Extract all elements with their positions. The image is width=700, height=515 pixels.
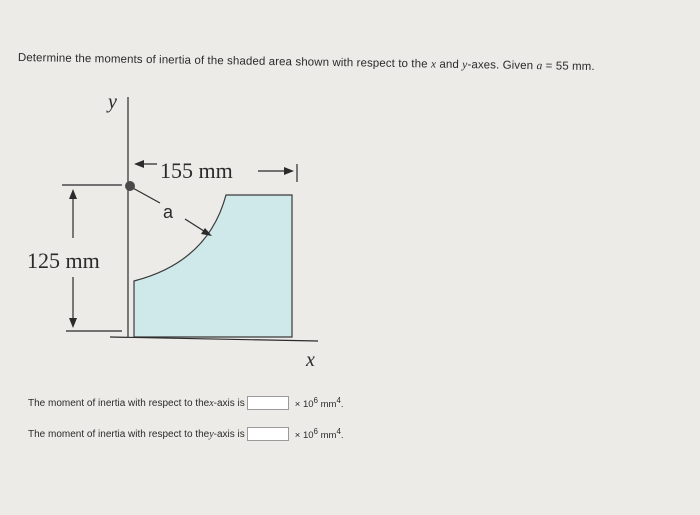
width-dimension-label: 155 mm: [160, 158, 233, 183]
unit-label-y: × $10^6$ $mm^4$.: [294, 427, 344, 442]
question-text: Determine the moments of inertia of the shaded area shown with respect to the x and y-axes. Given a = 55 mm.: [17, 52, 595, 74]
a-variable: a: [536, 60, 543, 73]
x-variable: x: [430, 58, 437, 71]
moment-x-input[interactable]: [247, 396, 289, 410]
answer-row-y: The moment of inertia with respect to the y -axis is × $10^6$ $mm^4$.: [28, 427, 344, 442]
height-dimension-label: 125 mm: [27, 248, 100, 273]
x-axis-label: x: [306, 349, 315, 371]
radius-line: [131, 187, 160, 203]
arrow-left-icon: [134, 160, 144, 168]
arrow-up-icon: [69, 189, 77, 199]
radius-label: a: [163, 202, 174, 222]
y-axis-label: y: [108, 91, 117, 113]
unit-label-x: × $10^6$ $mm^4$.: [294, 396, 344, 411]
y-variable: y: [462, 58, 468, 72]
moment-y-input[interactable]: [247, 427, 289, 441]
arrow-right-icon: [284, 167, 294, 175]
arrow-down-icon: [69, 318, 77, 328]
center-point: [125, 181, 135, 191]
answer-row-x: The moment of inertia with respect to the x -axis is × $10^6$ $mm^4$.: [28, 396, 344, 411]
shaded-area: [134, 195, 292, 337]
